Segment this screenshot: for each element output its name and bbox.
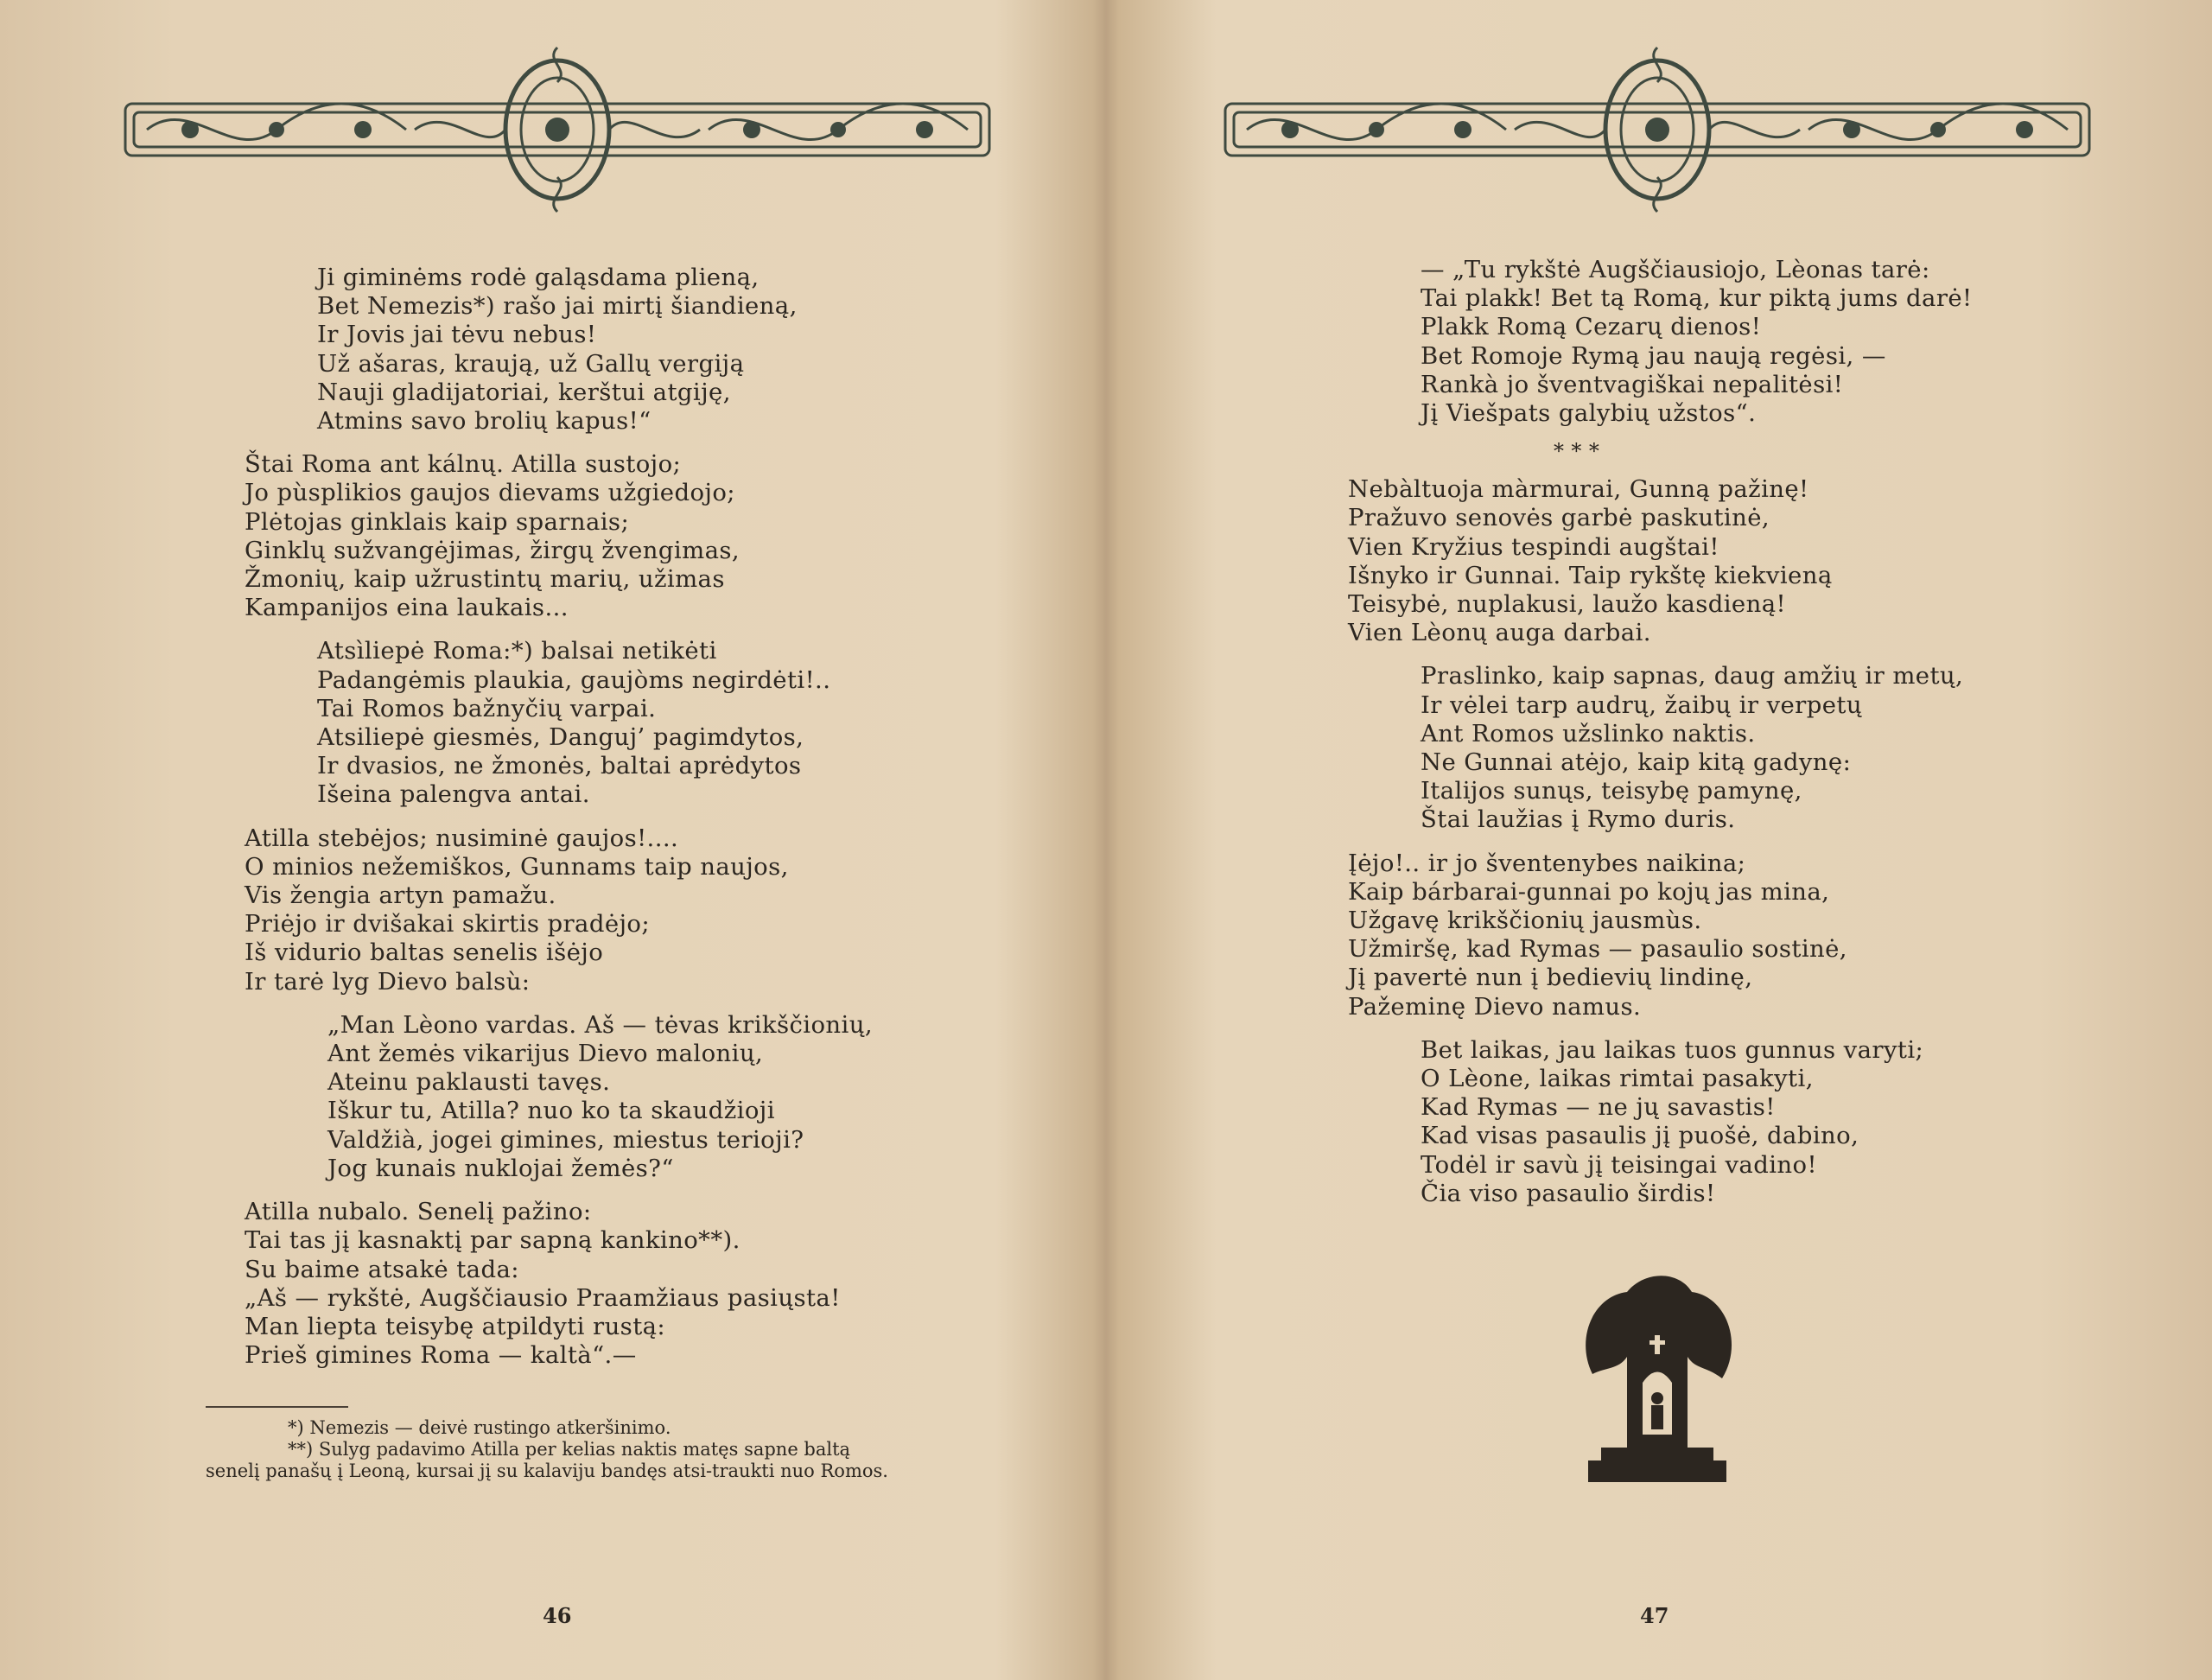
verse-line: Iš vidurio baltas senelis išėjo xyxy=(245,939,604,967)
verse-line: Užmiršę, kad Rymas — pasaulio sostinė, xyxy=(1348,935,1847,964)
verse-line: Valdžià, jogei gimines, miestus terioji? xyxy=(327,1125,804,1154)
verse-line: Italijos sunųs, teisybę pamynę, xyxy=(1421,777,1802,805)
stanza xyxy=(245,264,970,436)
verse-line: Bet Romoje Rymą jau naują regėsi, — xyxy=(1421,341,1886,370)
verse-line: Atsiliepė giesmės, Danguj’ pagimdytos, xyxy=(317,723,804,752)
verse-line: Ji giminėms rodė galąsdama plieną, xyxy=(317,264,760,291)
verse-line: Atsìliepė Roma:*) balsai netikėti xyxy=(317,637,717,665)
verse-line: Vis žengia artyn pamažu. xyxy=(245,881,556,910)
verse-line: Vien Lèonų auga darbai. xyxy=(1348,619,1651,647)
verse-line: Nauji gladijatoriai, kerštui atgiję, xyxy=(317,378,731,406)
header-ornament-icon xyxy=(1221,43,2094,216)
verse-line: Ir dvasios, ne žmonės, baltai aprėdytos xyxy=(317,752,802,780)
stanza xyxy=(1348,1036,2126,1208)
verse-line: Jį pavertė nun į bedievių lindinę, xyxy=(1348,964,1753,992)
verse-line: Įėjo!.. ir jo šventenybes naikina; xyxy=(1348,849,1746,877)
verse-line: Kad Rymas — ne jų savastis! xyxy=(1421,1093,1776,1122)
stanza xyxy=(1348,475,2126,647)
left-poem-text xyxy=(245,264,970,1384)
verse-line: Todėl ir savù jį teisingai vadino! xyxy=(1421,1150,1817,1179)
verse-line: Žmonių, kaip užrustintų marių, užimas xyxy=(245,565,725,594)
verse-line: Kad visas pasaulis jį puošė, dabino, xyxy=(1421,1122,1859,1150)
verse-line: Ant žemės vikarijus Dievo malonių, xyxy=(327,1040,764,1068)
asterism: * * * xyxy=(1554,439,1600,464)
verse-line: Išeina palengva antai. xyxy=(317,780,590,809)
verse-line: O minios nežemiškos, Gunnams taip naujos, xyxy=(245,852,789,881)
verse-line: Ir vėlei tarp audrų, žaibų ir verpetų xyxy=(1421,690,1862,719)
verse-line: Ateinu paklausti tavęs. xyxy=(327,1068,611,1097)
page-number-left: 46 xyxy=(543,1603,572,1628)
verse-line: Kaip bárbarai-gunnai po kojų jas mina, xyxy=(1348,877,1830,906)
verse-line: Jog kunais nuklojai žemės?“ xyxy=(327,1154,674,1182)
verse-line: Jį Viešpats galybių užstos“. xyxy=(1421,399,1757,428)
stanza xyxy=(245,1011,970,1183)
verse-line: „Man Lèono vardas. Aš — tėvas krikščionių, xyxy=(327,1010,873,1039)
right-page xyxy=(1096,0,2212,1680)
left-page xyxy=(0,0,1090,1680)
footnote-2: **) Sulyg padavimo Atilla per kelias naktis matęs sapne baltą senelį panašų į Leoną, kursai jį su kalaviju bandęs atsi-traukti nuo Romos. xyxy=(206,1439,888,1481)
stanza xyxy=(245,637,970,809)
verse-line: Užgavę krikščionių jausmùs. xyxy=(1348,907,1702,935)
verse-line: Ir Jovis jai tėvu nebus! xyxy=(317,321,597,349)
verse-line: Tai Romos bažnyčių varpai. xyxy=(317,694,657,722)
verse-line: Teisybė, nuplakusi, laužo kasdieną! xyxy=(1348,590,1786,619)
verse-line: Padangėmis plaukia, gaujòms negirdėti!.. xyxy=(317,665,831,694)
verse-line: Tai tas jį kasnaktį par sapną kankino**). xyxy=(245,1226,741,1255)
verse-line: Rankà jo šventvagiškai nepalitėsi! xyxy=(1421,370,1844,398)
verse-line: Priėjo ir dvišakai skirtis pradėjo; xyxy=(245,910,651,939)
verse-line: Praslinko, kaip sapnas, daug amžių ir metų, xyxy=(1421,662,1964,690)
verse-line: Atmins savo brolių kapus!“ xyxy=(317,407,652,436)
stanza xyxy=(245,450,970,622)
footnote-rule xyxy=(206,1406,348,1408)
verse-line: Ir tarė lyg Dievo balsù: xyxy=(245,967,531,996)
verse-line: Atilla stebėjos; nusiminė gaujos!.... xyxy=(245,824,679,852)
verse-line: Plėtojas ginklais kaip sparnais; xyxy=(245,507,630,536)
verse-line: Ne Gunnai atėjo, kaip kitą gadynę: xyxy=(1421,748,1852,777)
footnote-1: *) Nemezis — deivė rustingo atkeršinimo. xyxy=(288,1417,671,1438)
shrine-vignette-icon xyxy=(1575,1270,1739,1495)
verse-line: Iškur tu, Atilla? nuo ko ta skaudžioji xyxy=(327,1097,775,1125)
verse-line: Ant Romos užslinko naktis. xyxy=(1421,719,1756,748)
verse-line: Atilla nubalo. Senelį pažino: xyxy=(245,1198,592,1226)
verse-line: Nebàltuoja màrmurai, Gunną pažinę! xyxy=(1348,475,1809,504)
header-ornament-icon xyxy=(121,43,994,216)
verse-line: Tai plakk! Bet tą Romą, kur piktą jums darė! xyxy=(1421,284,1973,313)
verse-line: Už ašaras, kraują, už Gallų vergiją xyxy=(317,349,745,378)
verse-line: Štai laužias į Rymo duris. xyxy=(1421,805,1736,834)
verse-line: Vien Kryžius tespindi augštai! xyxy=(1348,532,1719,561)
right-poem-text xyxy=(1348,256,2126,1223)
verse-line: Jo pùsplikios gaujos dievams užgiedojo; xyxy=(245,479,735,507)
verse-line: Kampanijos eina laukais... xyxy=(245,594,569,622)
stanza xyxy=(1348,662,2126,834)
verse-line: O Lèone, laikas rimtai pasakyti, xyxy=(1421,1065,1814,1093)
verse-line: Plakk Romą Cezarų dienos! xyxy=(1421,313,1762,341)
stanza xyxy=(245,824,970,996)
verse-line: — „Tu rykštė Augščiausiojo, Lèonas tarė: xyxy=(1421,256,1930,283)
verse-line: Su baime atsakė tada: xyxy=(245,1255,519,1283)
verse-line: Čia viso pasaulio širdis! xyxy=(1421,1179,1716,1207)
verse-line: Pažeminę Dievo namus. xyxy=(1348,992,1642,1021)
verse-line: Išnyko ir Gunnai. Taip rykštę kiekvieną xyxy=(1348,561,1833,589)
verse-line: Prieš gimines Roma — kaltà“.— xyxy=(245,1341,637,1370)
verse-line: Ginklų sužvangėjimas, žirgų žvengimas, xyxy=(245,536,741,564)
footnotes xyxy=(206,1417,906,1482)
verse-line: Štai Roma ant kálnų. Atilla sustojo; xyxy=(245,450,682,479)
stanza xyxy=(245,1198,970,1370)
verse-line: Bet laikas, jau laikas tuos gunnus varyti; xyxy=(1421,1035,1924,1064)
verse-line: Man liepta teisybę atpildyti rustą: xyxy=(245,1312,666,1340)
stanza xyxy=(1348,256,2126,428)
verse-line: „Aš — rykštė, Augščiausio Praamžiaus pasiųsta! xyxy=(245,1283,841,1312)
stanza xyxy=(1348,850,2126,1021)
verse-line: Pražuvo senovės garbė paskutinė, xyxy=(1348,504,1770,532)
verse-line: Bet Nemezis*) rašo jai mirtį šiandieną, xyxy=(317,292,798,321)
page-number-right: 47 xyxy=(1640,1603,1669,1628)
